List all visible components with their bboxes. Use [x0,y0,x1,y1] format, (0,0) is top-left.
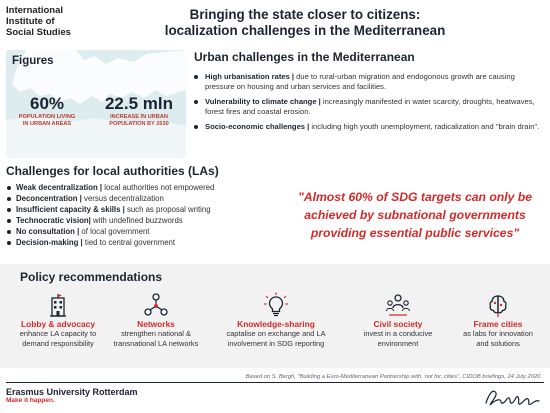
list-item: Deconcentration | versus decentralization [6,193,276,204]
la-challenges-list [6,182,276,248]
figures-panel [6,50,186,158]
list-item: Socio-economic challenges | including high youth unemployment, radicalization and "brain drain". [194,122,544,132]
urban-challenges-list [194,72,544,132]
list-item: No consultation | of local government [6,226,276,237]
list-item: Technocratic vision| with undefined buzzwords [6,215,276,226]
rec-title: Frame cities [473,319,523,329]
rec-title: Lobby & advocacy [20,319,95,329]
rec-description: strengthen national & transnational LA networks [113,329,199,348]
stat-value: 22.5 mln [104,94,174,113]
list-item: Insufficient capacity & skills | such as proposal writing [6,204,276,215]
rec-description: as labs for innovation and solutions [463,329,533,348]
stat-caption: POPULATION LIVING IN URBAN AREAS [18,114,76,127]
section-title: Challenges for local authorities (LAs) [6,164,219,178]
sdg-quote: "Almost 60% of SDG targets can only be achieved by subnational governments providing essential public services" [297,190,532,240]
university-tagline: Make it happen. [6,397,55,404]
list-item: Vulnerability to climate change | increasingly manifested in water scarcity, droughts, heatwaves, forest fires and coastal erosion. [194,97,544,117]
stat-population-increase [96,94,182,128]
footer-divider [6,382,544,383]
rec-description: enhance LA capacity to demand responsibility [19,329,97,348]
source-citation: Based on S. Bergh, "Building a Euro-Mediterranean Partnership with, not for, cities", CIDOB briefings, 24 July 2020. [245,374,542,380]
la-challenges-section [6,164,276,248]
rec-civil-society [348,292,448,348]
stat-value: 60% [29,94,65,113]
rec-networks [96,292,216,348]
list-item: Weak decentralization | local authorities not empowered [6,182,276,193]
header [0,0,550,46]
figures-title: Figures [12,55,54,67]
rec-knowledge-sharing [212,292,340,348]
rec-title: Knowledge-sharing [237,319,315,329]
rec-frame-cities [450,292,546,348]
lightbulb-icon [263,292,289,318]
building-icon [45,292,71,318]
section-title: Policy recommendations [20,270,163,284]
rec-title: Civil society [373,319,423,329]
list-item: High urbanisation rates | due to rural-urban migration and endogonous growth are causing pressure on housing and urban services and facilities. [194,72,544,92]
page-title: Bringing the state closer to citizens: localization challenges in the Mediterranean [164,7,446,38]
people-icon [385,292,411,318]
policy-section [0,264,550,368]
network-icon [143,292,169,318]
rec-description: captalise on exchange and LA involvement in SDG reporting [226,329,326,348]
brain-icon [485,292,511,318]
university-name: Erasmus University Rotterdam [6,387,138,397]
rec-description: invest in a conducive environment [363,329,433,348]
urban-challenges-section [194,50,544,137]
section-title: Urban challenges in the Mediterranean [194,50,415,64]
rec-title: Networks [137,319,175,329]
list-item: Decision-making | tied to central government [6,237,276,248]
footer [0,381,550,413]
signature-logo-icon [482,385,542,411]
stat-urban-population [14,94,80,128]
stat-caption: INCREASE IN URBAN POPULATION BY 2030 [109,114,169,127]
institute-name: International Institute of Social Studies [6,5,71,38]
